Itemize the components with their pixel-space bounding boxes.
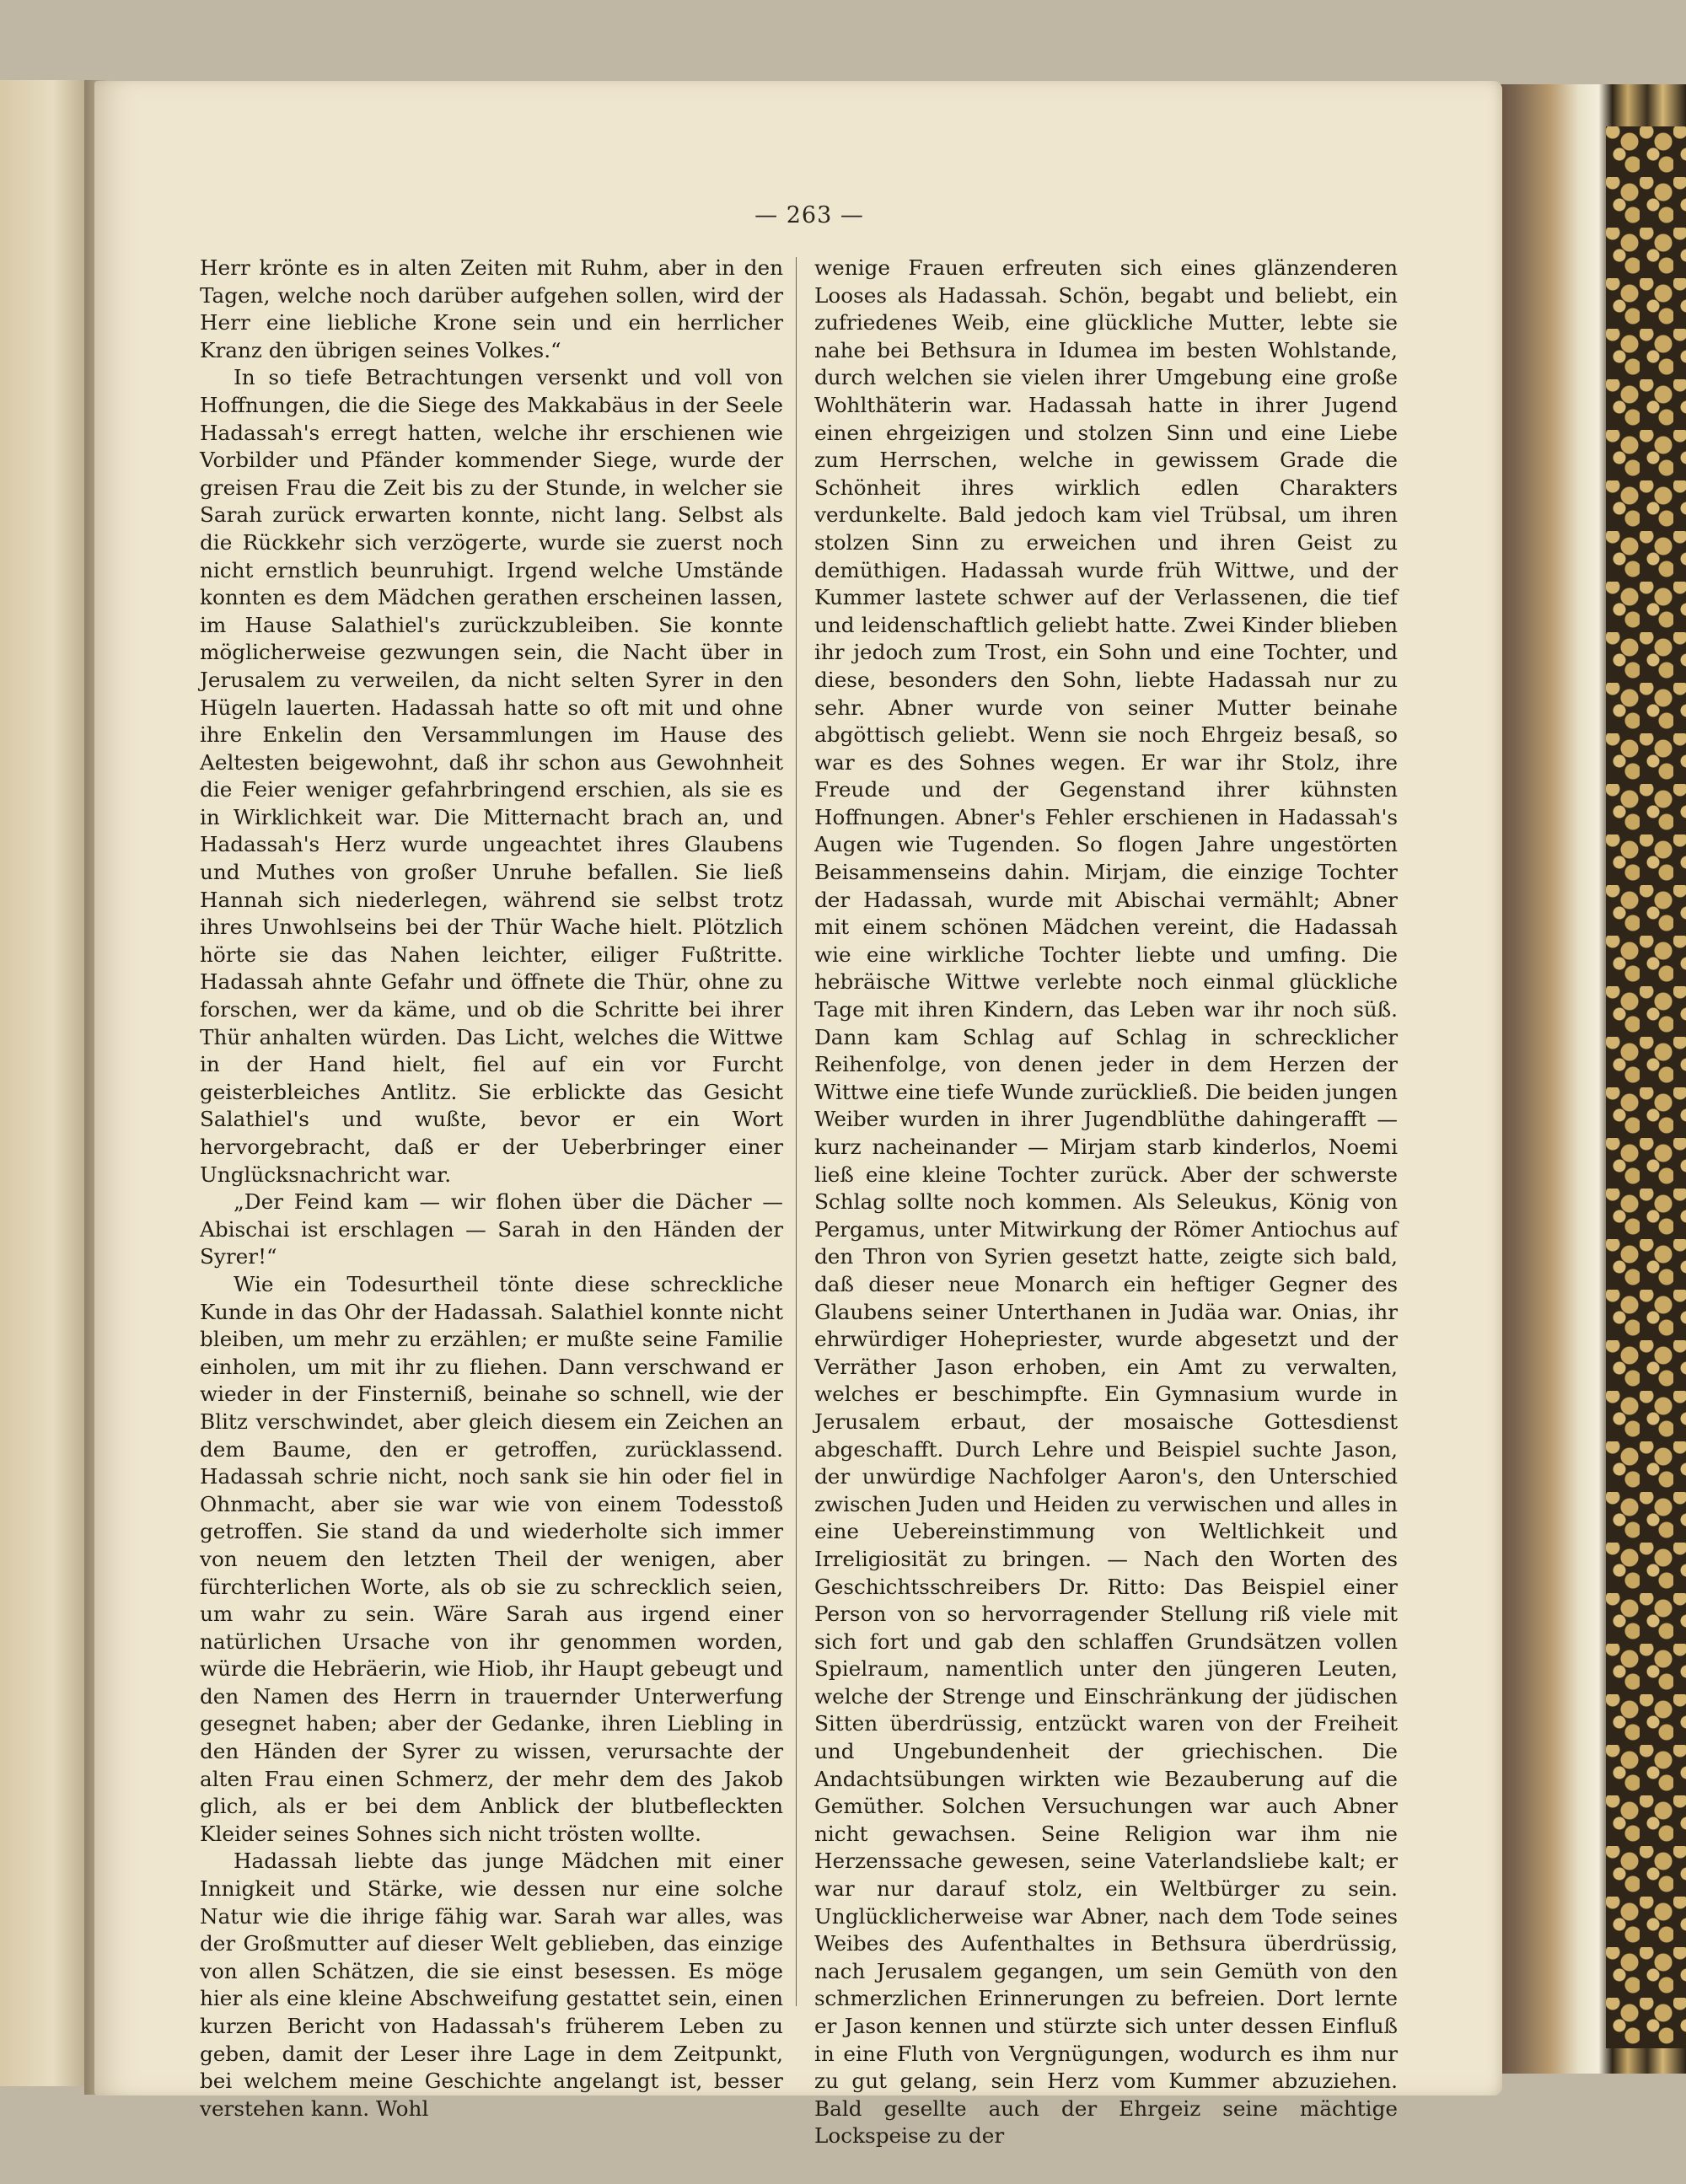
column-divider	[796, 257, 797, 2006]
paragraph: wenige Frauen erfreuten sich eines glänzenderen Looses als Hadassah. Schön, begabt und beliebt, ein zufriedenes Weib, eine glückliche Mutter, lebte sie nahe bei Bethsura in Idumea im besten Wohlstande, durch welchen sie vielen ihrer Umgebung eine große Wohlthäterin war. Hadassah hatte in ihrer Jugend einen ehrgeizigen und stolzen Sinn und eine Liebe zum Herrschen, welche in gewissem Grade die Schönheit ihres wirklich edlen Charakters verdunkelte. Bald jedoch kam viel Trübsal, um ihren stolzen Sinn zu erweichen und ihren Geist zu demüthigen. Hadassah wurde früh Wittwe, und der Kummer lastete schwer auf der Verlassenen, die tief und leidenschaftlich geliebt hatte. Zwei Kinder blieben ihr jedoch zum Trost, ein Sohn und eine Tochter, und diese, besonders den Sohn, liebte Hadassah nur zu sehr. Abner wurde von seiner Mutter beinahe abgöttisch geliebt. Wenn sie noch Ehrgeiz besaß, so war es des Sohnes wegen. Er war ihr Stolz, ihre Freude und der Gegenstand ihrer kühnsten Hoffnungen. Abner's Fehler erschienen in Hadassah's Augen wie Tugenden. So flogen Jahre ungestörten Beisammenseins dahin. Mirjam, die einzige Tochter der Hadassah, wurde mit Abischai vermählt; Abner mit einem schönen Mädchen vereint, die Hadassah wie eine wirkliche Tochter liebte und umfing. Die hebräische Wittwe verlebte noch einmal glückliche Tage mit ihren Kindern, das Leben war ihr noch süß. Dann kam Schlag auf Schlag in schrecklicher Reihenfolge, von denen jeder in dem Herzen der Wittwe eine tiefe Wunde zurückließ. Die beiden jungen Weiber wurden in ihrer Jugendblüthe dahingerafft — kurz nacheinander — Mirjam starb kinderlos, Noemi ließ eine kleine Tochter zurück. Aber der schwerste Schlag sollte noch kommen. Als Seleukus, König von Pergamus, unter Mitwirkung der Römer Antiochus auf den Thron von Syrien gesetzt hatte, zeigte sich bald, daß dieser neue Monarch ein heftiger Gegner des Glaubens seiner Unterthanen in Judäa war. Onias, ihr ehrwürdiger Hohepriester, wurde abgesetzt und der Verräther Jason erhoben, ein Amt zu verwalten, welches er beschimpfte. Ein Gymnasium wurde in Jerusalem erbaut, der mosaische Gottesdienst abgeschafft. Durch Lehre und Beispiel suchte Jason, der unwürdige Nachfolger Aaron's, den Unterschied zwischen Juden und Heiden zu verwischen und alles in eine Uebereinstimmung von Weltlichkeit und Irreligiosität zu bringen. — Nach den Worten des Geschichtsschreibers Dr. Ritto: Das Beispiel einer Person von so hervorragender Stellung riß viele mit sich fort und gab den schlaffen Grundsätzen vollen Spielraum, namentlich unter den jüngeren Leuten, welche der Strenge und Einschränkung der jüdischen Sitten überdrüssig, entzückt waren von der Freiheit und Ungebundenheit der griechischen. Die Andachtsübungen wirkten wie Bezauberung auf die Gemüther. Solchen Versuchungen war auch Abner nicht gewachsen. Seine Religion war ihm nie Herzenssache gewesen, seine Vaterlandsliebe kalt; er war nur darauf stolz, ein Weltbürger zu sein. Unglücklicherweise war Abner, nach dem Tode seines Weibes des Aufenthaltes in Bethsura überdrüssig, nach Jerusalem gegangen, um sein Gemüth von den schmerzlichen Erinnerungen zu befreien. Dort lernte er Jason kennen und stürzte sich unter dessen Einfluß in eine Fluth von Vergnügungen, wodurch es ihm nur zu gut gelang, sein Herz vom Kummer abzuziehen. Bald gesellte auch der Ehrgeiz seine mächtige Lockspeise zu der	[814, 255, 1398, 2149]
page-number: — 263 —	[754, 202, 864, 228]
right-text-column	[814, 255, 1398, 2149]
paragraph: In so tiefe Betrachtungen versenkt und voll von Hoffnungen, die die Siege des Makkabäus in der Seele Hadassah's erregt hatten, welche ihr erschienen wie Vorbilder und Pfänder kommender Siege, wurde der greisen Frau die Zeit bis zu der Stunde, in welcher sie Sarah zurück erwarten konnte, nicht lang. Selbst als die Rückkehr sich verzögerte, wurde sie zuerst noch nicht ernstlich beunruhigt. Irgend welche Umstände konnten es dem Mädchen gerathen erscheinen lassen, im Hause Salathiel's zurückzubleiben. Sie konnte möglicherweise gezwungen sein, die Nacht über in Jerusalem zu verweilen, da nicht selten Syrer in den Hügeln lauerten. Hadassah hatte so oft mit und ohne ihre Enkelin den Versammlungen im Hause des Aeltesten beigewohnt, daß ihr schon aus Gewohnheit die Feier weniger gefahrbringend erschien, als sie es in Wirklichkeit war. Die Mitternacht brach an, und Hadassah's Herz wurde ungeachtet ihres Glaubens und Muthes von großer Unruhe befallen. Sie ließ Hannah sich niederlegen, während sie selbst trotz ihres Unwohlseins bei der Thür Wache hielt. Plötzlich hörte sie das Nahen leichter, eiliger Fußtritte. Hadassah ahnte Gefahr und öffnete die Thür, ohne zu forschen, wer da käme, und ob die Schritte bei ihrer Thür anhalten würden. Das Licht, welches die Wittwe in der Hand hielt, fiel auf ein vor Furcht geisterbleiches Antlitz. Sie erblickte das Gesicht Salathiel's und wußte, bevor er ein Wort hervorgebracht, daß er der Ueberbringer einer Unglücksnachricht war.	[200, 365, 783, 1187]
left-text-column	[200, 255, 783, 2121]
paragraph: Hadassah liebte das junge Mädchen mit einer Innigkeit und Stärke, wie dessen nur eine solche Natur wie die ihrige fähig war. Sarah war alles, was der Großmutter auf dieser Welt geblieben, das einzige von allen Schätzen, die sie einst besessen. Es möge hier als eine kleine Abschweifung gestattet sein, einen kurzen Bericht von Hadassah's früherem Leben zu geben, damit der Leser ihre Lage in dem Zeitpunkt, bei welchem meine Geschichte angelangt ist, besser verstehen kann. Wohl	[200, 1849, 783, 2121]
left-page-edge	[0, 80, 89, 2086]
marbled-cover-edge	[1606, 126, 1686, 2048]
paragraph: Wie ein Todesurtheil tönte diese schreckliche Kunde in das Ohr der Hadassah. Salathiel konnte nicht bleiben, um mehr zu erzählen; er mußte seine Familie einholen, um mit ihr zu fliehen. Dann verschwand er wieder in der Finsterniß, beinahe so schnell, wie der Blitz verschwindet, aber gleich diesem ein Zeichen an dem Baume, den er getroffen, zurücklassend. Hadassah schrie nicht, noch sank sie hin oder fiel in Ohnmacht, aber sie war wie von einem Todesstoß getroffen. Sie stand da und wiederholte sich immer von neuem den letzten Theil der wenigen, aber fürchterlichen Worte, als ob sie zu schrecklich seien, um wahr zu sein. Wäre Sarah aus irgend einer natürlichen Ursache von ihr genommen worden, würde die Hebräerin, wie Hiob, ihr Haupt gebeugt und den Namen des Herrn in trauernder Unterwerfung gesegnet haben; aber der Gedanke, ihren Liebling in den Händen der Syrer zu wissen, verursachte der alten Frau einen Schmerz, der mehr dem des Jakob glich, als er bei dem Anblick der blutbefleckten Kleider seines Sohnes sich nicht trösten wollte.	[200, 1271, 783, 1846]
paragraph: Herr krönte es in alten Zeiten mit Ruhm, aber in den Tagen, welche noch darüber aufgehen sollen, wird der Herr eine liebliche Krone sein und ein herrlicher Kranz den übrigen seines Volkes.“	[200, 255, 783, 362]
paragraph: „Der Feind kam — wir flohen über die Dächer — Abischai ist erschlagen — Sarah in den Händen der Syrer!“	[200, 1189, 783, 1269]
